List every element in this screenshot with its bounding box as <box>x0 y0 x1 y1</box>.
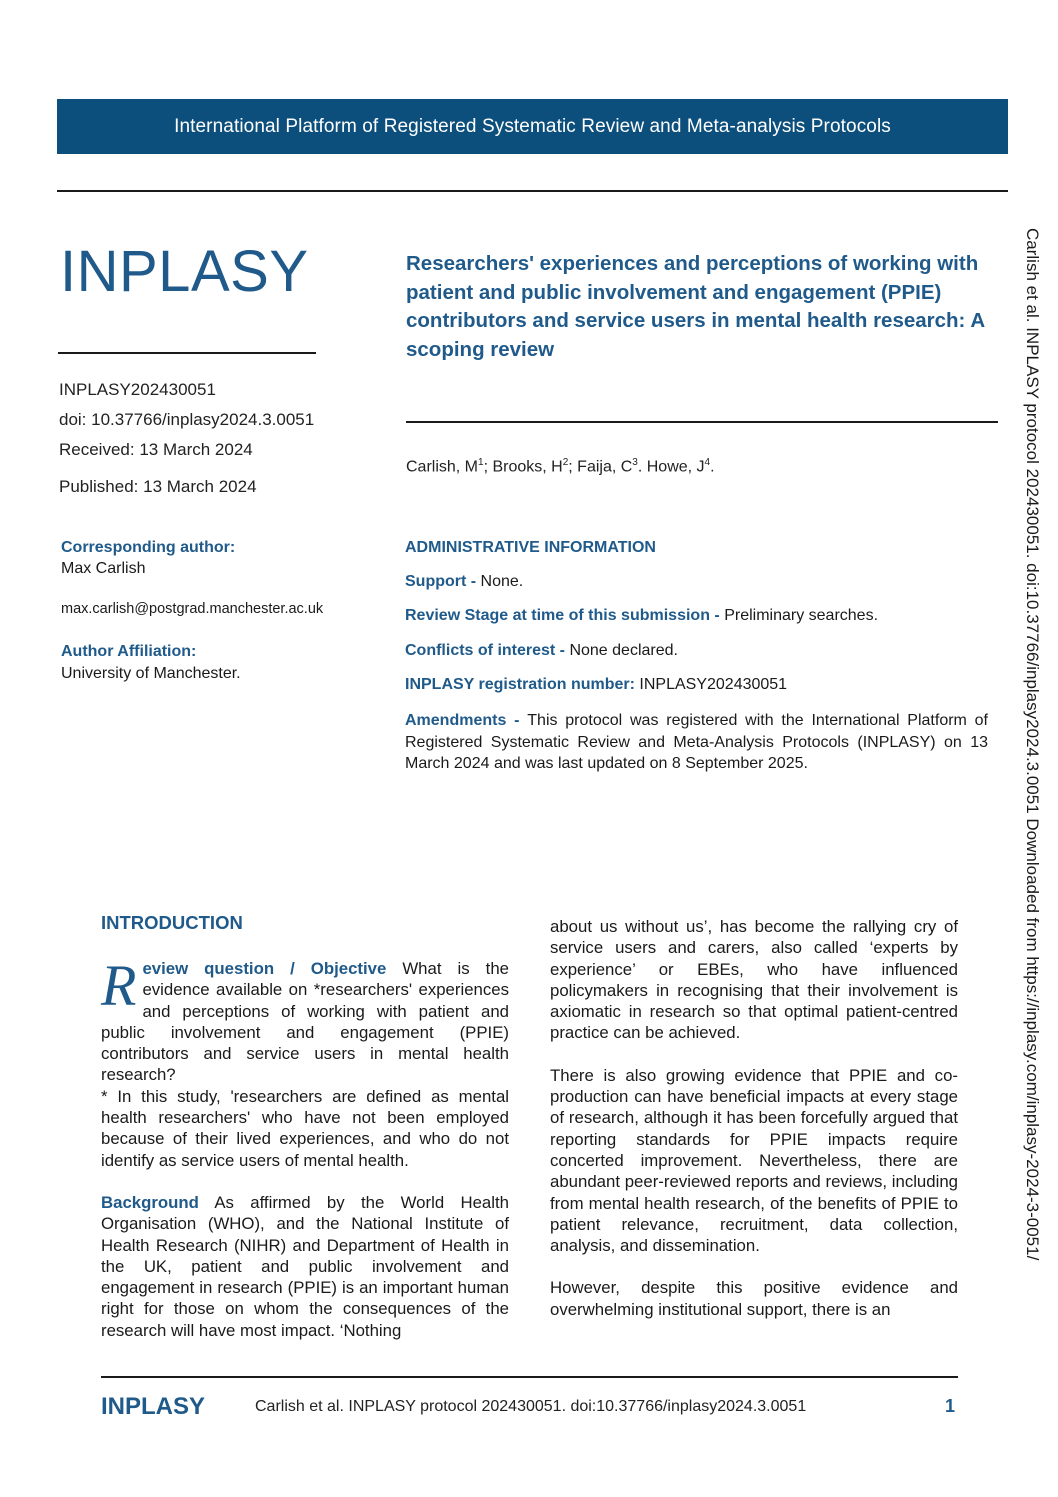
conflicts-line <box>405 642 988 660</box>
footer-citation: Carlish et al. INPLASY protocol 202430051. doi:10.37766/inplasy2024.3.0051 <box>255 1398 807 1415</box>
support-value: None. <box>480 573 524 590</box>
amendments-value: This protocol was registered with the International Platform of Registered Systematic Review and Meta-Analysis Protocols (INPLASY) on 13 March 2024 and was last updated on 8 September 2025. <box>405 712 988 772</box>
affil-1: 1 <box>478 457 484 468</box>
author-3: ; Faija, C <box>568 458 633 476</box>
support-label: Support - <box>405 573 481 590</box>
doi-link[interactable]: doi: 10.37766/inplasy2024.3.0051 <box>59 410 315 429</box>
author-list <box>406 457 715 476</box>
page-number: 1 <box>945 1396 956 1416</box>
review-question-text: What is the evidence available on *researchers' experiences and perceptions of working with patient and public involvement and engagement (PPIE) contributors and service users in mental health research? <box>101 959 509 1085</box>
corresponding-author-email[interactable]: max.carlish@postgrad.manchester.ac.uk <box>61 601 324 617</box>
affil-2: 2 <box>562 457 569 468</box>
review-stage-line <box>405 607 988 625</box>
author-4: . Howe, J <box>637 458 705 476</box>
side-citation-text: Carlish et al. INPLASY protocol 202430051. doi:10.37766/inplasy2024.3.0051 Downloaded from https://inplasy.com/inplasy-2024-3-0051/ <box>1023 228 1042 1261</box>
corresponding-author-name: Max Carlish <box>61 560 146 577</box>
amendments-paragraph <box>405 710 988 775</box>
background-paragraph <box>101 1192 509 1341</box>
received-date: Received: 13 March 2024 <box>59 440 253 459</box>
conflicts-label: Conflicts of interest - <box>405 642 570 659</box>
author-list-end: . <box>710 458 715 476</box>
affil-4: 4 <box>704 457 711 468</box>
background-text: As affirmed by the World Health Organisation (WHO), and the National Institute of Health Research (NIHR) and Department of Health in the UK, patient and public involvement and engagement in research (PPIE) is an important human right for those on whom the consequences of the research will have most impact. ‘Nothing <box>101 1192 509 1340</box>
review-question-label: eview question / Objective <box>142 959 387 978</box>
conflicts-value: None declared. <box>569 642 678 659</box>
footnote-paragraph: * In this study, 'researchers are defined as mental health researchers' who have not been employed because of their lived experiences, and who do not identify as service users of mental health. <box>101 1086 509 1170</box>
registration-number-value: INPLASY202430051 <box>639 676 788 693</box>
review-stage-label: Review Stage at time of this submission - <box>405 607 725 624</box>
footer-divider <box>101 1376 958 1378</box>
footer-logo: INPLASY <box>101 1393 206 1420</box>
amendments-label: Amendments - <box>405 712 528 729</box>
paper-title: Researchers' experiences and perceptions of working with patient and public involvement and engagement (PPIE) contributors and service users in mental health research: A scoping review <box>406 252 985 361</box>
right-column <box>550 916 958 1320</box>
header-banner <box>57 99 1008 154</box>
left-column <box>101 953 509 1341</box>
inplasy-logo: INPLASY <box>60 239 309 304</box>
affiliation-value: University of Manchester. <box>61 665 241 682</box>
review-question-paragraph <box>101 953 509 1086</box>
banner-text: International Platform of Registered Systematic Review and Meta-analysis Protocols <box>174 115 891 137</box>
author-1: Carlish, M <box>406 458 479 476</box>
registration-number-line <box>405 676 988 694</box>
admin-heading: ADMINISTRATIVE INFORMATION <box>405 539 656 556</box>
corresponding-author-label: Corresponding author: <box>61 539 236 556</box>
review-stage-value: Preliminary searches. <box>724 607 879 624</box>
drop-cap: R <box>101 953 137 1018</box>
right-paragraph-1: about us without us’, has become the rallying cry of service users and carers, also called ‘experts by experience’ or EBEs, who have influenced policymakers in recognising that their involvement is axiomatic in research so that optimal patient-centred practice can be achieved. <box>550 917 958 1043</box>
introduction-heading: INTRODUCTION <box>101 912 243 933</box>
published-date: Published: 13 March 2024 <box>59 477 257 496</box>
right-paragraph-2: There is also growing evidence that PPIE and co-production can have beneficial impacts at every stage of research, although it has been forcefully argued that reporting standards for PPIE impacts require concerted improvement. Nevertheless, there are abundant peer-reviewed reports and reviews, including from mental health research, of the benefits of PPIE to patient relevance, recruitment, data collection, analysis, and dissemination. <box>550 1065 958 1256</box>
affil-3: 3 <box>632 457 638 468</box>
affiliation-label: Author Affiliation: <box>61 643 197 660</box>
side-citation <box>1023 228 1043 1261</box>
top-divider <box>57 190 1008 192</box>
registration-id: INPLASY202430051 <box>59 380 216 399</box>
author-2: ; Brooks, H <box>483 458 563 476</box>
right-paragraph-3: However, despite this positive evidence and overwhelming institutional support, there is an <box>550 1278 958 1319</box>
registration-number-label: INPLASY registration number: <box>405 676 640 693</box>
logo-divider <box>58 352 316 354</box>
support-line <box>405 573 988 591</box>
title-divider <box>406 421 998 423</box>
background-label: Background <box>101 1192 199 1212</box>
